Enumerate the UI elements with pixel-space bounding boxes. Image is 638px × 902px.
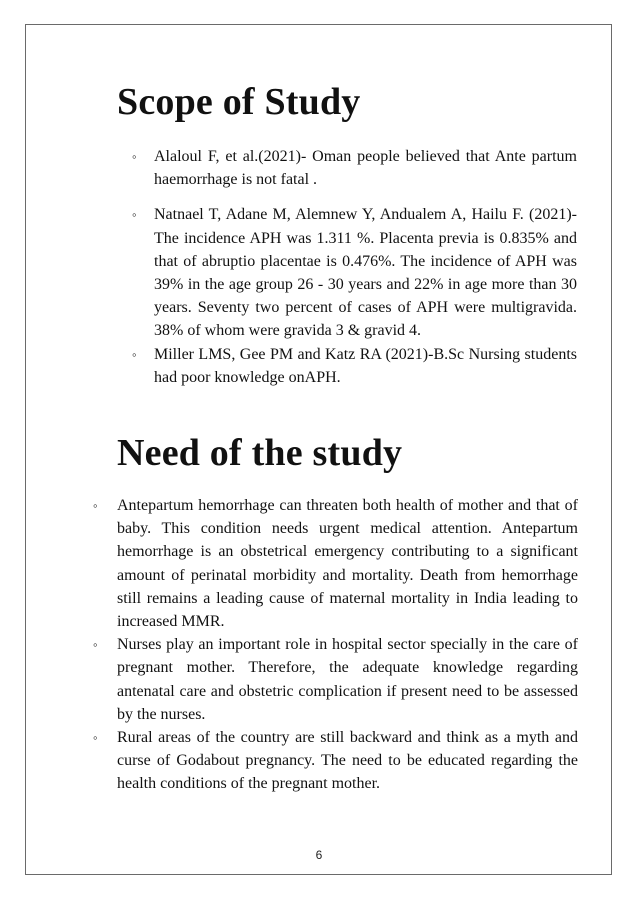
scope-list [132,145,577,389]
page-number: 6 [315,848,323,862]
need-item-text: Rural areas of the country are still backward and think as a myth and curse of Godabout pregnancy. The need to be educated regarding the health conditions of the pregnant mother. [117,729,578,793]
list-item [93,726,578,796]
bullet-icon: ◦ [132,346,137,362]
list-item [93,633,578,726]
scope-item-text: Miller LMS, Gee PM and Katz RA (2021)-B.Sc Nursing students had poor knowledge onAPH. [154,345,577,386]
scope-item-text: Natnael T, Adane M, Alemnew Y, Andualem A, Hailu F. (2021)- The incidence APH was 1.311 %. Placenta previa is 0.835% and that of abruptio placentae is 0.476%. The incidence of APH was 39% in the age group 26 - 30 years and 22% in age more than 30 years. Seventy two percent of cases of APH were multigravida. 38% of whom were gravida 3 & gravid 4. [154,206,577,340]
need-item-text: Antepartum hemorrhage can threaten both health of mother and that of baby. This condition needs urgent medical attention. Antepartum hemorrhage is an obstetrical emergency contributing to a significant amount of perinatal morbidity and mortality. Death from hemorrhage still remains a leading cause of maternal mortality in India leading to increased MMR. [117,497,578,631]
scope-item-text: Alaloul F, et al.(2021)- Oman people believed that Ante partum haemorrhage is not fatal . [154,148,577,189]
list-item [132,203,577,342]
list-item [93,494,578,633]
list-item [132,343,577,389]
list-item [132,145,577,191]
need-item-text: Nurses play an important role in hospital sector specially in the care of pregnant mother. Therefore, the adequate knowledge regarding antenatal care and obstetric complication if present need to be assessed by the nurses. [117,636,578,723]
bullet-icon: ◦ [132,207,137,223]
bullet-icon: ◦ [93,637,98,653]
bullet-icon: ◦ [93,730,98,746]
need-heading: Need of the study [117,432,403,474]
bullet-icon: ◦ [93,498,98,513]
scope-heading: Scope of Study [117,81,361,123]
need-list [93,494,578,796]
bullet-icon: ◦ [132,149,137,164]
